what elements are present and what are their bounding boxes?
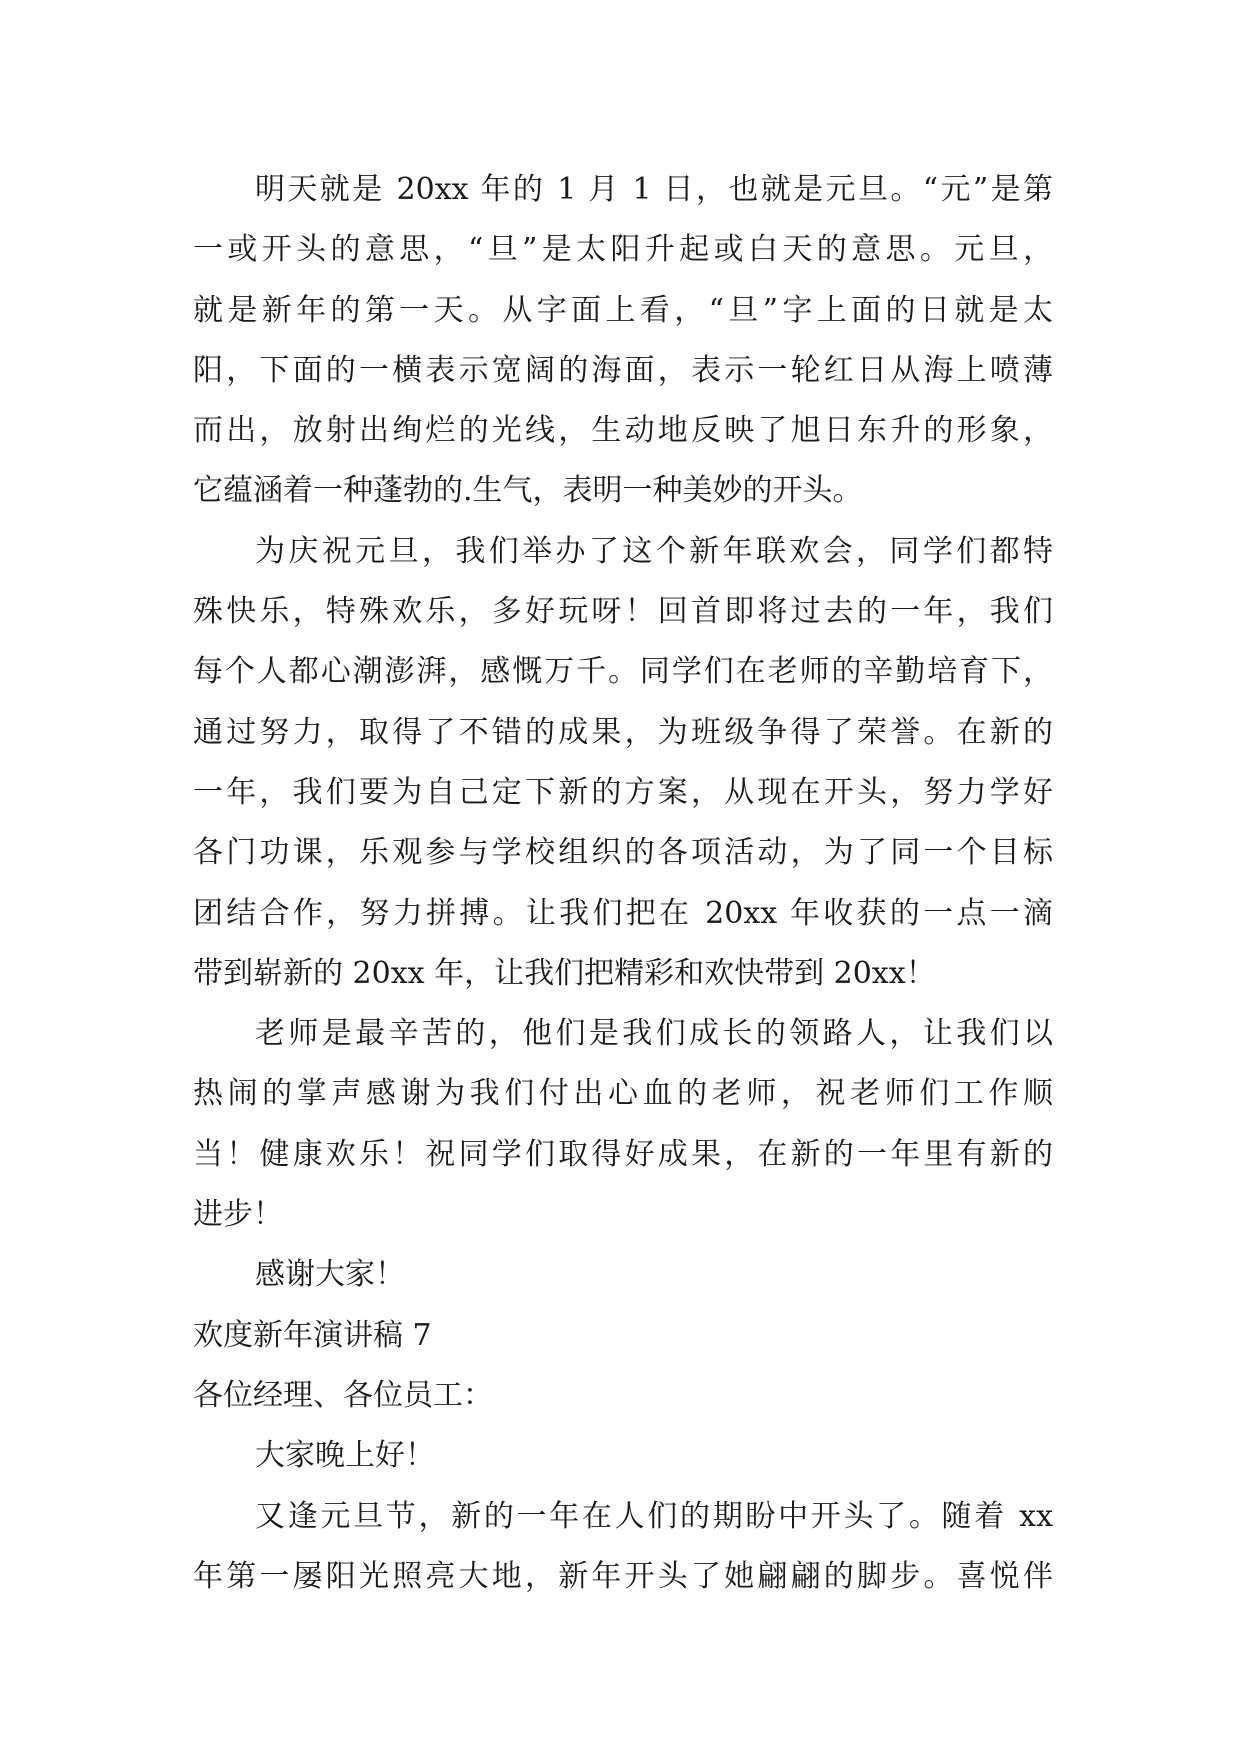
- text-line: 当！健康欢乐！祝同学们取得好成果，在新的一年里有新的: [193, 1136, 1053, 1172]
- text-line: 各门功课，乐观参与学校组织的各项活动，为了同一个目标: [193, 835, 1053, 871]
- text-line: 为庆祝元旦，我们举办了这个新年联欢会，同学们都特: [255, 533, 1053, 569]
- text-line: 老师是最辛苦的，他们是我们成长的领路人，让我们以: [255, 1016, 1053, 1052]
- text-line: 而出，放射出绚烂的光线，生动地反映了旭日东升的形象，: [193, 413, 1053, 449]
- text-line: 阳，下面的一横表示宽阔的海面，表示一轮红日从海上喷薄: [193, 352, 1053, 388]
- text-line: 各位经理、各位员工：: [193, 1377, 493, 1413]
- text-line: 一年，我们要为自己定下新的方案，从现在开头，努力学好: [193, 774, 1053, 810]
- text-line: 热闹的掌声感谢为我们付出心血的老师，祝老师们工作顺: [193, 1076, 1053, 1112]
- text-line: 它蕴涵着一种蓬勃的.生气，表明一种美妙的开头。: [193, 473, 863, 509]
- document-body: [193, 160, 1053, 1607]
- text-line: 殊快乐，特殊欢乐，多好玩呀！回首即将过去的一年，我们: [193, 594, 1053, 630]
- text-line: 欢度新年演讲稿 7: [193, 1317, 432, 1353]
- text-line: 年第一屡阳光照亮大地，新年开头了她翩翩的脚步。喜悦伴: [193, 1558, 1053, 1594]
- text-line: 团结合作，努力拼搏。让我们把在 20xx 年收获的一点一滴: [193, 895, 1053, 931]
- text-line: 感谢大家！: [255, 1257, 405, 1293]
- text-line: 带到崭新的 20xx 年，让我们把精彩和欢快带到 20xx！: [193, 955, 936, 991]
- text-line: 一或开头的意思，“旦”是太阳升起或白天的意思。元旦，: [193, 232, 1053, 268]
- text-line: 进步！: [193, 1197, 283, 1233]
- text-line: 每个人都心潮澎湃，感慨万千。同学们在老师的辛勤培育下，: [193, 654, 1053, 690]
- text-line: 通过努力，取得了不错的成果，为班级争得了荣誉。在新的: [193, 714, 1053, 750]
- text-line: 就是新年的第一天。从字面上看，“旦”字上面的日就是太: [193, 292, 1053, 328]
- text-line: 又逢元旦节，新的一年在人们的期盼中开头了。随着 xx: [255, 1498, 1053, 1534]
- text-line: 大家晚上好！: [255, 1438, 435, 1474]
- text-line: 明天就是 20xx 年的 1 月 1 日，也就是元旦。“元”是第: [255, 172, 1053, 207]
